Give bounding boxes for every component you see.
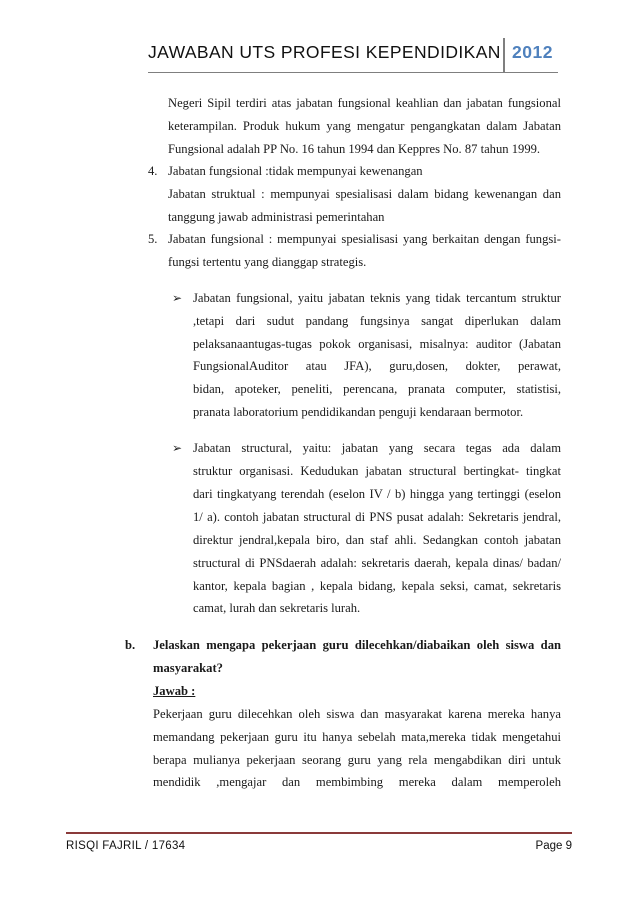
question-b-line-2: masyarakat? <box>153 661 223 675</box>
bullet-1-line-5: bidan, apoteker, peneliti, perencana, pranata computer, statistisi, <box>193 382 561 396</box>
arrow-bullet-icon: ➢ <box>172 441 183 455</box>
intro-line-1: Negeri Sipil terdiri atas jabatan fungsional keahlian dan jabatan fungsional <box>168 96 561 110</box>
header-year: 2012 <box>512 42 553 62</box>
arrow-bullet-icon: ➢ <box>172 291 183 305</box>
header-title: JAWABAN UTS PROFESI KEPENDIDIKAN <box>148 42 501 62</box>
footer-page-number: Page 9 <box>535 840 572 852</box>
question-b-line-1: Jelaskan mengapa pekerjaan guru dilecehkan/diabaikan oleh siswa dan <box>153 638 561 652</box>
bullet-2-line-4: 1/ a). contoh jabatan structural di PNS pusat adalah: Sekretaris jendral, <box>193 510 561 524</box>
answer-line-4: mendidik ,mengajar dan membimbing mereka dalam memperoleh <box>153 775 561 789</box>
item-4-line-2: Jabatan struktual : mempunyai spesialisasi dalam bidang kewenangan dan <box>168 187 561 201</box>
bullet-2-line-2: struktur organisasi. Kedudukan jabatan structural bertingkat- tingkat <box>193 464 561 478</box>
item-4-line-3: tanggung jawab administrasi pemerintahan <box>168 210 385 224</box>
answer-line-1: Pekerjaan guru dilecehkan oleh siswa dan masyarakat karena mereka hanya <box>153 707 561 721</box>
answer-line-2: memandang pekerjaan guru itu hanya sebelah mata,mereka tidak mengetahui <box>153 730 561 744</box>
item-5-line-2: fungsi tertentu yang dianggap strategis. <box>168 255 367 269</box>
bullet-2-line-1: Jabatan structural, yaitu: jabatan yang secara tegas ada dalam <box>193 441 561 455</box>
answer-label: Jawab : <box>153 684 196 698</box>
bullet-2-line-6: structural di PNSdaerah adalah: sekretaris daerah, kepala dinas/ badan/ <box>193 556 561 570</box>
footer-rule <box>66 832 572 834</box>
item-4-line-1: Jabatan fungsional :tidak mempunyai kewenangan <box>168 164 423 178</box>
question-b-label: b. <box>125 638 136 652</box>
footer-author: RISQI FAJRIL / 17634 <box>66 840 186 852</box>
bullet-2-line-5: direktur jendral,kepala biro, dan staf ahli. Sedangkan contoh jabatan <box>193 533 561 547</box>
header-rule <box>148 72 558 73</box>
item-5-line-1: Jabatan fungsional : mempunyai spesialisasi yang berkaitan dengan fungsi- <box>168 232 561 246</box>
bullet-2-line-8: camat, lurah dan sekretaris lurah. <box>193 601 361 615</box>
bullet-2-line-7: kantor, kepala bagian , kepala bidang, kepala seksi, camat, sekretaris <box>193 579 561 593</box>
bullet-1-line-1: Jabatan fungsional, yaitu jabatan teknis yang tidak tercantum struktur <box>193 291 561 305</box>
item-4-number: 4. <box>148 164 158 178</box>
bullet-1-line-2: ,tetapi dari sudut pandang fungsinya sangat diperlukan dalam <box>193 314 561 328</box>
bullet-2-line-3: dari tingkatyang terendah (eselon IV / b) hingga yang tertinggi (eselon <box>193 487 561 501</box>
intro-line-2: keterampilan. Produk hukum yang mengatur pengangkatan dalam Jabatan <box>168 119 561 133</box>
bullet-1-line-4: FungsionalAuditor atau JFA), guru,dosen, dokter, perawat, <box>193 359 561 373</box>
bullet-1-line-3: pelaksanaantugas-tugas pokok organisasi, misalnya: auditor (Jabatan <box>193 337 561 351</box>
item-5-number: 5. <box>148 232 158 246</box>
bullet-1-line-6: pranata laboratorium pendidikandan penguji kendaraan bermotor. <box>193 405 524 419</box>
answer-line-3: berapa mulianya pekerjaan seorang guru yang rela mengabdikan diri untuk <box>153 753 561 767</box>
header-separator <box>503 38 505 72</box>
intro-line-3: Fungsional adalah PP No. 16 tahun 1994 dan Keppres No. 87 tahun 1999. <box>168 142 541 156</box>
